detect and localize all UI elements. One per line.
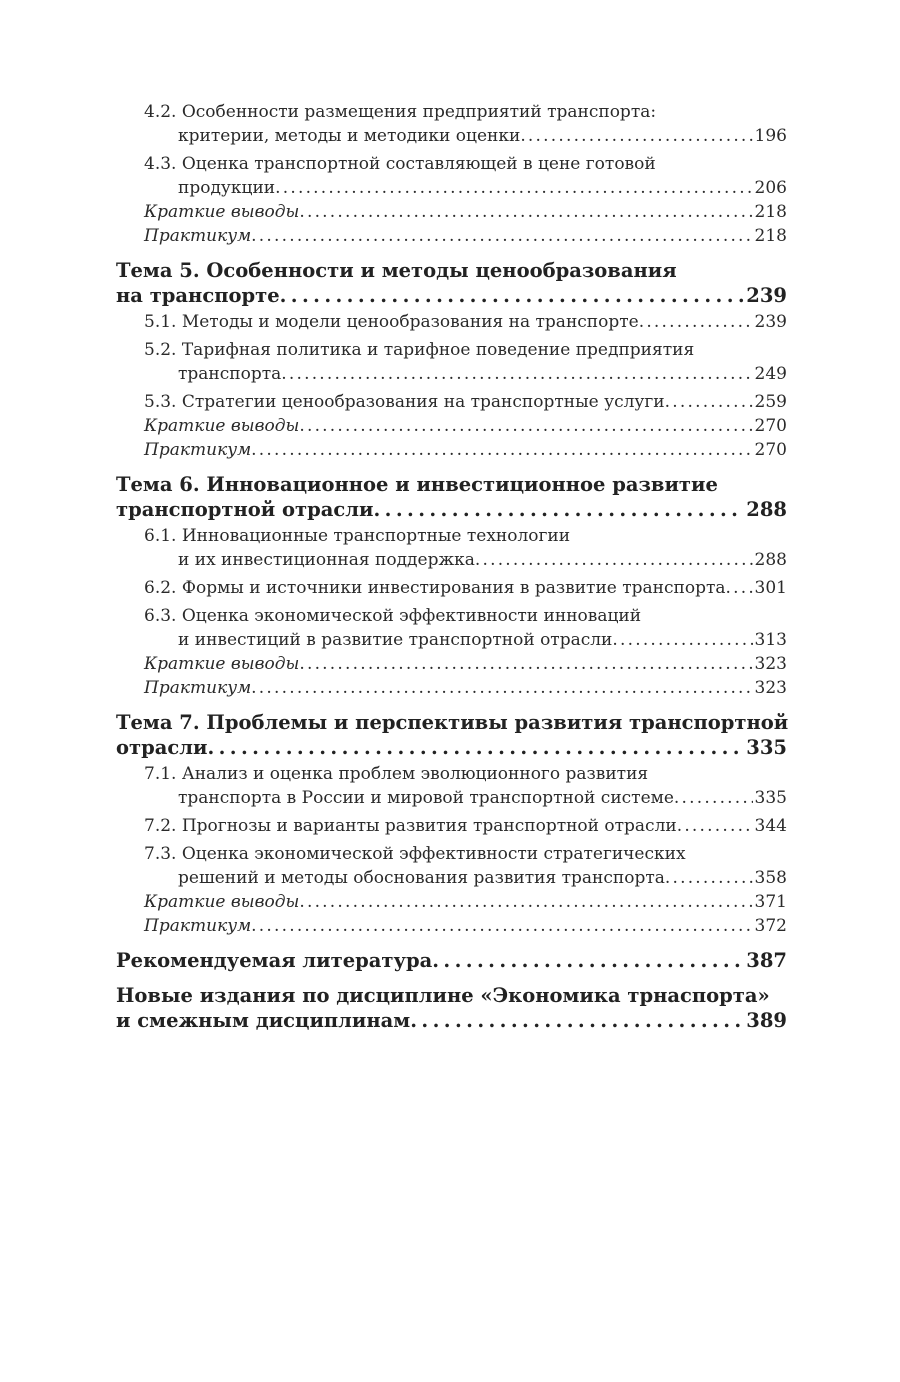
dot-leader	[639, 310, 753, 334]
toc-entry-title: 7.3. Оценка экономической эффективности стратегических	[144, 844, 686, 864]
dot-leader	[299, 200, 752, 224]
toc-tail-entry[interactable]	[144, 438, 787, 462]
toc-tail-entry[interactable]	[144, 414, 787, 438]
toc-section-entry[interactable]	[144, 152, 787, 200]
dot-leader	[207, 735, 744, 760]
dot-leader	[280, 283, 745, 308]
toc-entry-title: продукции	[178, 178, 276, 198]
table-of-contents	[116, 100, 787, 1033]
toc-page-number: 372	[754, 916, 787, 936]
toc-entry-title: и их инвестиционная поддержка	[178, 550, 475, 570]
dot-leader	[665, 390, 753, 414]
toc-section-entry[interactable]	[144, 310, 787, 334]
toc-entry-title: и смежным дисциплинам	[116, 1009, 411, 1032]
toc-page-number: 301	[754, 578, 787, 598]
toc-entry-title: Тема 7. Проблемы и перспективы развития транспортной	[116, 711, 789, 734]
dot-leader	[299, 890, 752, 914]
dot-leader	[251, 224, 752, 248]
toc-page-number: 335	[746, 736, 787, 759]
dot-leader	[520, 124, 752, 148]
toc-entry-title: 5.2. Тарифная политика и тарифное поведение предприятия	[144, 340, 695, 360]
toc-entry-title: транспортной отрасли	[116, 498, 374, 521]
toc-entry-title: Практикум	[144, 916, 252, 936]
toc-entry-title: критерии, методы и методики оценки	[178, 126, 521, 146]
toc-topic-entry[interactable]	[116, 710, 787, 760]
toc-entry-title: 6.3. Оценка экономической эффективности инноваций	[144, 606, 642, 626]
toc-topic-entry[interactable]	[116, 472, 787, 522]
toc-entry-title: решений и методы обоснования развития транспорта	[178, 868, 665, 888]
toc-section-entry[interactable]	[144, 604, 787, 652]
toc-page-number: 323	[754, 678, 787, 698]
dot-leader	[674, 786, 753, 810]
toc-entry-title: 5.3. Стратегии ценообразования на транспортные услуги	[144, 392, 665, 412]
toc-entry-title: Краткие выводы	[144, 202, 300, 222]
dot-leader	[275, 176, 752, 200]
toc-page-number: 288	[746, 498, 787, 521]
toc-entry-title: транспорта	[178, 364, 282, 384]
toc-section-entry[interactable]	[144, 100, 787, 148]
toc-entry-title: Краткие выводы	[144, 892, 300, 912]
toc-entry-title: 7.2. Прогнозы и варианты развития транспортной отрасли	[144, 816, 677, 836]
toc-topic-entry[interactable]	[116, 258, 787, 308]
toc-page-number: 344	[754, 816, 787, 836]
toc-page-number: 335	[754, 788, 787, 808]
toc-entry-title: и инвестиций в развитие транспортной отрасли	[178, 630, 613, 650]
toc-section-entry[interactable]	[144, 814, 787, 838]
dot-leader	[432, 948, 744, 973]
toc-page-number: 270	[754, 416, 787, 436]
toc-tail-entry[interactable]	[144, 676, 787, 700]
dot-leader	[726, 576, 753, 600]
toc-page-number: 288	[754, 550, 787, 570]
toc-entry-title: Практикум	[144, 440, 252, 460]
toc-entry-title: Рекомендуемая литература	[116, 949, 433, 972]
toc-entry-title: на транспорте	[116, 284, 280, 307]
toc-tail-entry[interactable]	[144, 914, 787, 938]
toc-page-number: 387	[746, 949, 787, 972]
toc-entry-title: Краткие выводы	[144, 654, 300, 674]
toc-entry-title: Краткие выводы	[144, 416, 300, 436]
toc-section-entry[interactable]	[144, 762, 787, 810]
toc-entry-title: 5.1. Методы и модели ценообразования на транспорте	[144, 312, 639, 332]
toc-entry-title: транспорта в России и мировой транспортной системе	[178, 788, 674, 808]
toc-section-entry[interactable]	[144, 524, 787, 572]
toc-section-entry[interactable]	[144, 576, 787, 600]
dot-leader	[251, 676, 752, 700]
toc-page-number: 239	[754, 312, 787, 332]
dot-leader	[373, 497, 744, 522]
toc-page-number: 323	[754, 654, 787, 674]
toc-tail-entry[interactable]	[144, 652, 787, 676]
toc-tail-entry[interactable]	[144, 890, 787, 914]
toc-entry-title: 7.1. Анализ и оценка проблем эволюционного развития	[144, 764, 649, 784]
toc-page-number: 358	[754, 868, 787, 888]
toc-entry-title: Практикум	[144, 678, 252, 698]
toc-page-number: 206	[754, 178, 787, 198]
dot-leader	[299, 414, 752, 438]
toc-page-number: 371	[754, 892, 787, 912]
toc-entry-title: Тема 5. Особенности и методы ценообразования	[116, 259, 677, 282]
toc-entry-title: 6.2. Формы и источники инвестирования в развитие транспорта	[144, 578, 726, 598]
dot-leader	[677, 814, 753, 838]
dot-leader	[251, 914, 752, 938]
toc-entry-title: Новые издания по дисциплине «Экономика трнаспорта»	[116, 984, 770, 1007]
toc-page-number: 239	[746, 284, 787, 307]
toc-entry-title: Практикум	[144, 226, 252, 246]
dot-leader	[665, 866, 753, 890]
dot-leader	[251, 438, 752, 462]
dot-leader	[281, 362, 752, 386]
toc-page-number: 218	[754, 202, 787, 222]
toc-page-number: 196	[754, 126, 787, 146]
toc-page-number: 259	[754, 392, 787, 412]
toc-tail-entry[interactable]	[144, 224, 787, 248]
toc-entry-title: 4.2. Особенности размещения предприятий транспорта:	[144, 102, 657, 122]
toc-section-entry[interactable]	[144, 338, 787, 386]
toc-entry-title: отрасли	[116, 736, 208, 759]
toc-page-number: 249	[754, 364, 787, 384]
toc-section-entry[interactable]	[144, 842, 787, 890]
toc-topic-entry[interactable]	[116, 983, 787, 1033]
dot-leader	[612, 628, 752, 652]
dot-leader	[475, 548, 753, 572]
toc-page-number: 218	[754, 226, 787, 246]
toc-topic-entry[interactable]	[116, 948, 787, 973]
toc-entry-title: 4.3. Оценка транспортной составляющей в цене готовой	[144, 154, 656, 174]
dot-leader	[410, 1008, 744, 1033]
toc-entry-title: Тема 6. Инновационное и инвестиционное развитие	[116, 473, 718, 496]
toc-section-entry[interactable]	[144, 390, 787, 414]
toc-page-number: 389	[746, 1009, 787, 1032]
toc-tail-entry[interactable]	[144, 200, 787, 224]
dot-leader	[299, 652, 752, 676]
toc-page-number: 270	[754, 440, 787, 460]
toc-page-number: 313	[754, 630, 787, 650]
toc-entry-title: 6.1. Инновационные транспортные технологии	[144, 526, 571, 546]
